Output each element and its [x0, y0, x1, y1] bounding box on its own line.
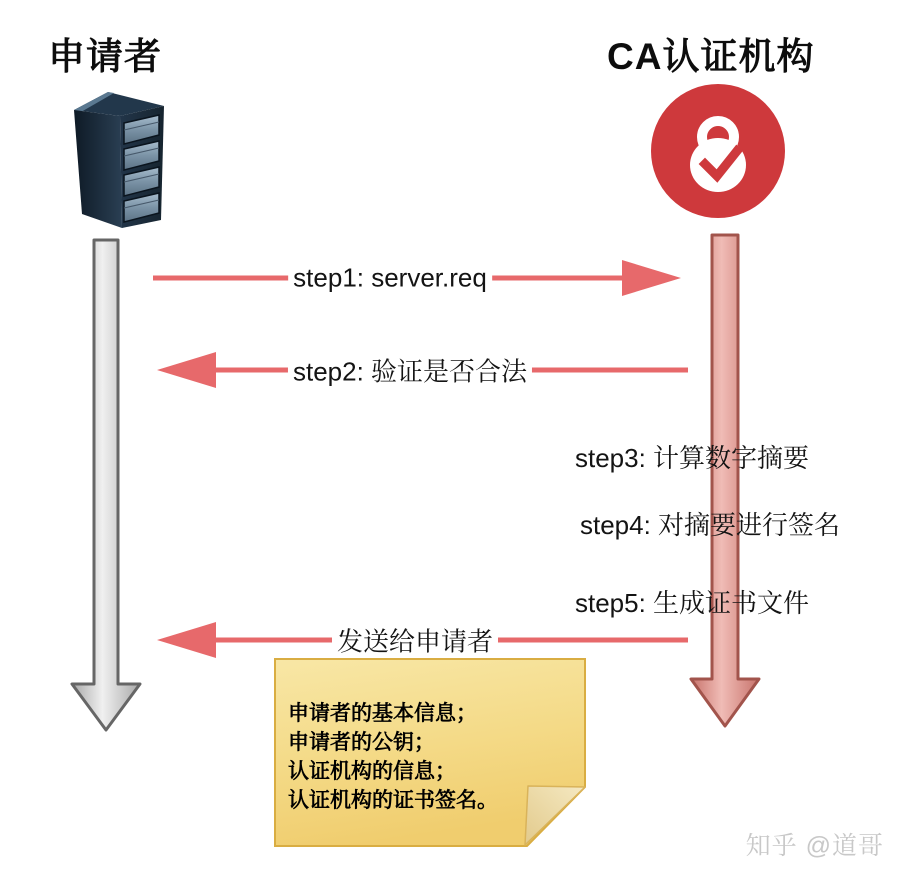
message-arrow-step1 — [150, 258, 690, 298]
applicant-title: 申请者 — [48, 36, 162, 77]
ca-lock-icon — [651, 84, 785, 218]
message-arrow-step2 — [150, 350, 690, 390]
ca-title: CA认证机构 — [607, 36, 815, 77]
step3-label: step3: 计算数字摘要 — [575, 443, 810, 473]
note-line: 申请者的基本信息； — [288, 702, 477, 725]
step4-label: step4: 对摘要进行签名 — [580, 510, 841, 540]
message-label-step1: step1: server.req — [288, 263, 492, 294]
ca-lifeline-arrow — [687, 233, 763, 730]
applicant-lifeline-arrow — [70, 238, 142, 734]
sticky-note — [274, 658, 586, 853]
server-icon — [62, 86, 176, 234]
step5-label: step5: 生成证书文件 — [575, 588, 810, 618]
message-arrow-send — [150, 620, 690, 660]
watermark: 知乎 @道哥 — [745, 832, 884, 860]
message-label-step2: step2: 验证是否合法 — [288, 352, 532, 389]
message-label-send: 发送给申请者 — [332, 622, 498, 659]
note-line: 认证机构的信息； — [288, 760, 456, 783]
note-line: 认证机构的证书签名。 — [288, 789, 498, 812]
note-line: 申请者的公钥； — [288, 731, 435, 754]
